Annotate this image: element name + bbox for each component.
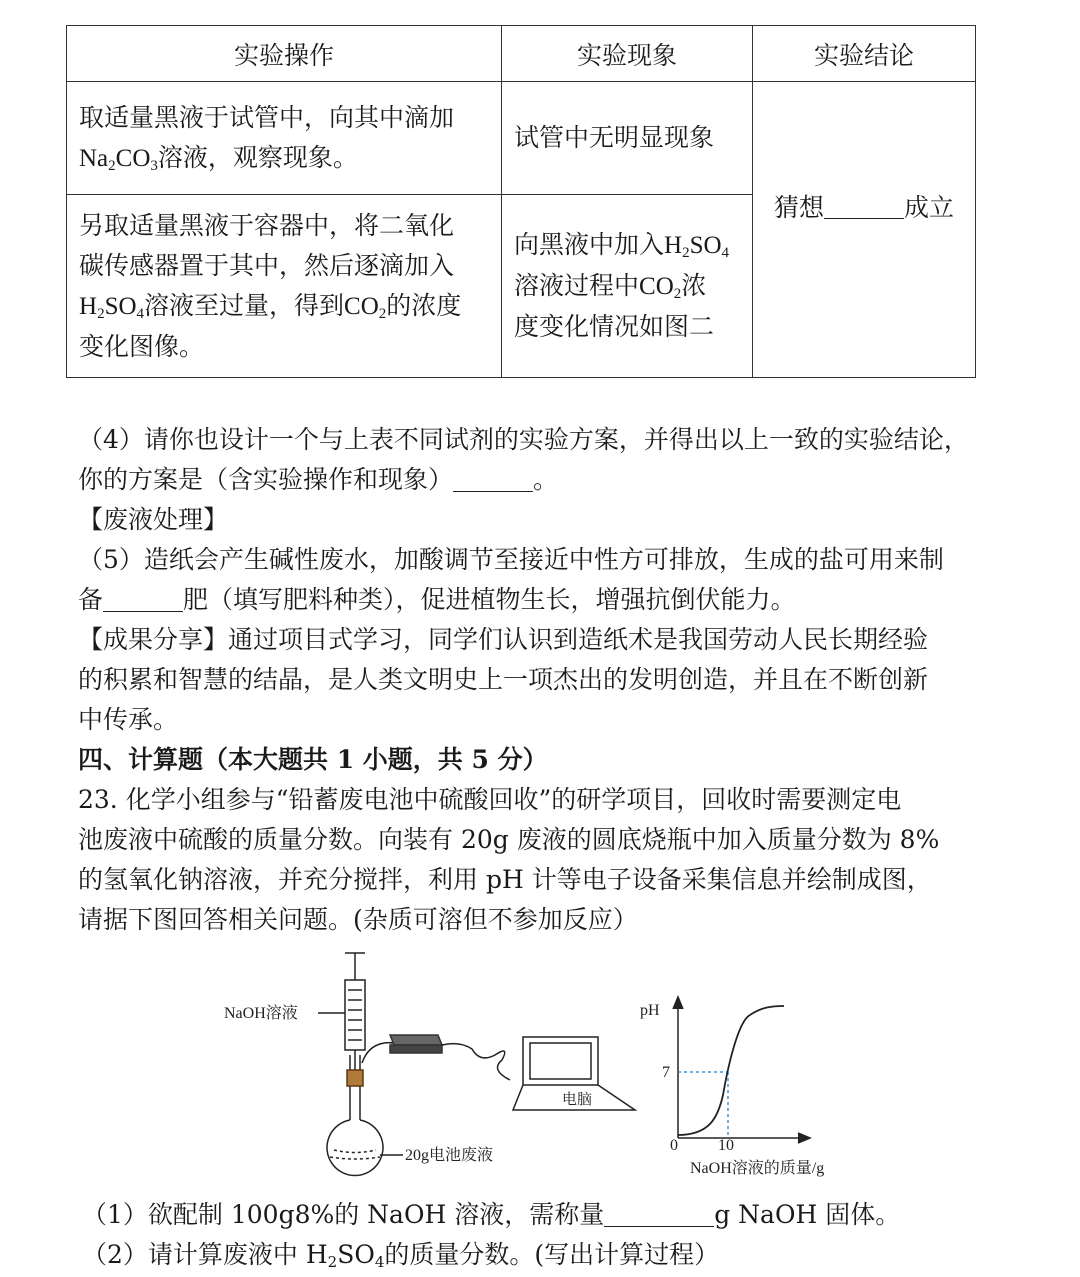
x-origin: 0 xyxy=(670,1137,678,1154)
q5-line2 xyxy=(78,580,1008,620)
answer-blank[interactable] xyxy=(103,586,183,612)
share-line3: 中传承。 xyxy=(78,705,179,734)
formula-sub: 4 xyxy=(374,1252,385,1271)
answer-blank[interactable] xyxy=(824,193,904,219)
row1-op-line1: 取适量黑液于试管中，向其中滴加 xyxy=(79,102,455,132)
q23-line1: 23. 化学小组参与“铅蓄废电池中硫酸回收”的研学项目，回收时需要测定电 xyxy=(78,785,902,814)
q23-line3: 的氢氧化钠溶液，并充分搅拌，利用 pH 计等电子设备采集信息并绘制成图， xyxy=(78,865,932,894)
q4-end: 。 xyxy=(533,465,559,494)
row2-op-line4: 变化图像。 xyxy=(79,331,205,361)
formula-co: CO xyxy=(115,144,151,172)
answer-blank[interactable] xyxy=(604,1201,714,1227)
row2-operation xyxy=(67,195,502,378)
formula-sub: 2 xyxy=(673,285,682,302)
q1-unit: g NaOH 固体。 xyxy=(714,1200,901,1229)
answer-blank[interactable] xyxy=(453,466,533,492)
row2-op-line1: 另取适量黑液于容器中，将二氧化 xyxy=(79,210,455,240)
formula-co: CO xyxy=(639,273,674,300)
q5-prefix: 备 xyxy=(78,585,104,614)
y-tick-7: 7 xyxy=(662,1064,670,1081)
formula-sub: 4 xyxy=(136,305,145,322)
ph-curve xyxy=(678,1006,784,1135)
header-operation: 实验操作 xyxy=(67,26,502,82)
q4-prompt: 你的方案是（含实验操作和现象） xyxy=(78,465,454,494)
formula-sub: 2 xyxy=(682,244,690,261)
section-title: 四、计算题（本大题共 1 小题，共 5 分） xyxy=(78,745,548,774)
q2-prompt: （2）请计算废液中 H xyxy=(82,1240,328,1269)
formula-h: H xyxy=(664,232,683,259)
row2-op-line3-end: 的浓度 xyxy=(386,290,462,320)
computer-label: 电脑 xyxy=(562,1092,593,1108)
header-conclusion: 实验结论 xyxy=(753,26,976,82)
sub-question-2 xyxy=(82,1235,719,1275)
row2-phenomenon xyxy=(502,195,753,378)
q23-line4: 请据下图回答相关问题。(杂质可溶但不参加反应） xyxy=(78,905,638,934)
formula-h: H xyxy=(79,292,98,320)
header-phenomenon: 实验现象 xyxy=(502,26,753,82)
q2-rest: 的质量分数。(写出计算过程） xyxy=(384,1240,720,1269)
usb-cable xyxy=(442,1044,510,1080)
x-tick-10: 10 xyxy=(718,1137,734,1154)
syringe-icon xyxy=(345,953,365,1070)
naoh-label: NaOH溶液 xyxy=(224,1005,298,1022)
x-axis-arrow xyxy=(798,1133,810,1143)
q5-rest: 肥（填写肥料种类），促进植物生长，增强抗倒伏能力。 xyxy=(183,585,796,614)
formula-sub: 4 xyxy=(721,244,730,261)
row2-ph-line2-end: 浓 xyxy=(681,271,707,300)
ph-chart xyxy=(640,997,824,1177)
formula-so: SO xyxy=(689,232,722,259)
row2-ph-line2: 溶液过程中 xyxy=(514,271,640,300)
data-logger-icon xyxy=(390,1035,442,1053)
formula-so: SO xyxy=(337,1240,375,1269)
q1-prompt: （1）欲配制 100g8%的 NaOH 溶液，需称量 xyxy=(82,1200,605,1229)
formula-co: CO xyxy=(344,292,379,320)
waste-label: 20g电池废液 xyxy=(405,1147,494,1164)
share-line2: 的积累和智慧的结晶，是人类文明史上一项杰出的发明创造，并且在不断创新 xyxy=(78,665,929,694)
q5-line1: （5）造纸会产生碱性废水，加酸调节至接近中性方可排放，生成的盐可用来制 xyxy=(78,545,944,574)
row2-op-line2: 碳传感器置于其中，然后逐滴加入 xyxy=(79,250,455,280)
experiment-figure xyxy=(210,945,830,1185)
formula-sub: 2 xyxy=(108,157,116,174)
row1-operation xyxy=(67,82,502,195)
formula-sub: 3 xyxy=(150,157,158,174)
formula-sub: 2 xyxy=(97,305,105,322)
formula-na: Na xyxy=(79,144,109,172)
waste-title: 【废液处理】 xyxy=(78,505,229,534)
body-text xyxy=(78,420,1008,940)
q23-line2: 池废液中硫酸的质量分数。向装有 20g 废液的圆底烧瓶中加入质量分数为 8% xyxy=(78,825,940,854)
formula-sub: 2 xyxy=(378,305,387,322)
row2-op-line3: 溶液至过量，得到 xyxy=(144,290,345,320)
x-axis-label: NaOH溶液的质量/g xyxy=(690,1160,825,1177)
row1-op-line2: 溶液，观察现象。 xyxy=(157,142,358,172)
row2-ph-line1: 向黑液中加入 xyxy=(514,230,665,259)
conclusion-prefix: 猜想 xyxy=(773,192,824,222)
experiment-table xyxy=(66,25,976,378)
sub-question-1 xyxy=(82,1195,900,1235)
ph-axis-label: pH xyxy=(640,1002,660,1019)
table-row-1 xyxy=(67,82,976,195)
conclusion-cell xyxy=(753,82,976,378)
formula-so: SO xyxy=(104,292,137,320)
share-line1: 【成果分享】通过项目式学习，同学们认识到造纸术是我国劳动人民长期经验 xyxy=(78,625,929,654)
y-axis-arrow xyxy=(673,997,683,1009)
conclusion-suffix: 成立 xyxy=(904,192,955,222)
row2-ph-line3: 度变化情况如图二 xyxy=(514,312,715,341)
flask-icon xyxy=(327,1055,383,1176)
row1-phenomenon: 试管中无明显现象 xyxy=(502,82,753,195)
table-header-row xyxy=(67,26,976,82)
q4-line2 xyxy=(78,460,1008,500)
formula-sub: 2 xyxy=(327,1252,338,1271)
q4-line1: （4）请你也设计一个与上表不同试剂的实验方案，并得出以上一致的实验结论， xyxy=(78,425,969,454)
